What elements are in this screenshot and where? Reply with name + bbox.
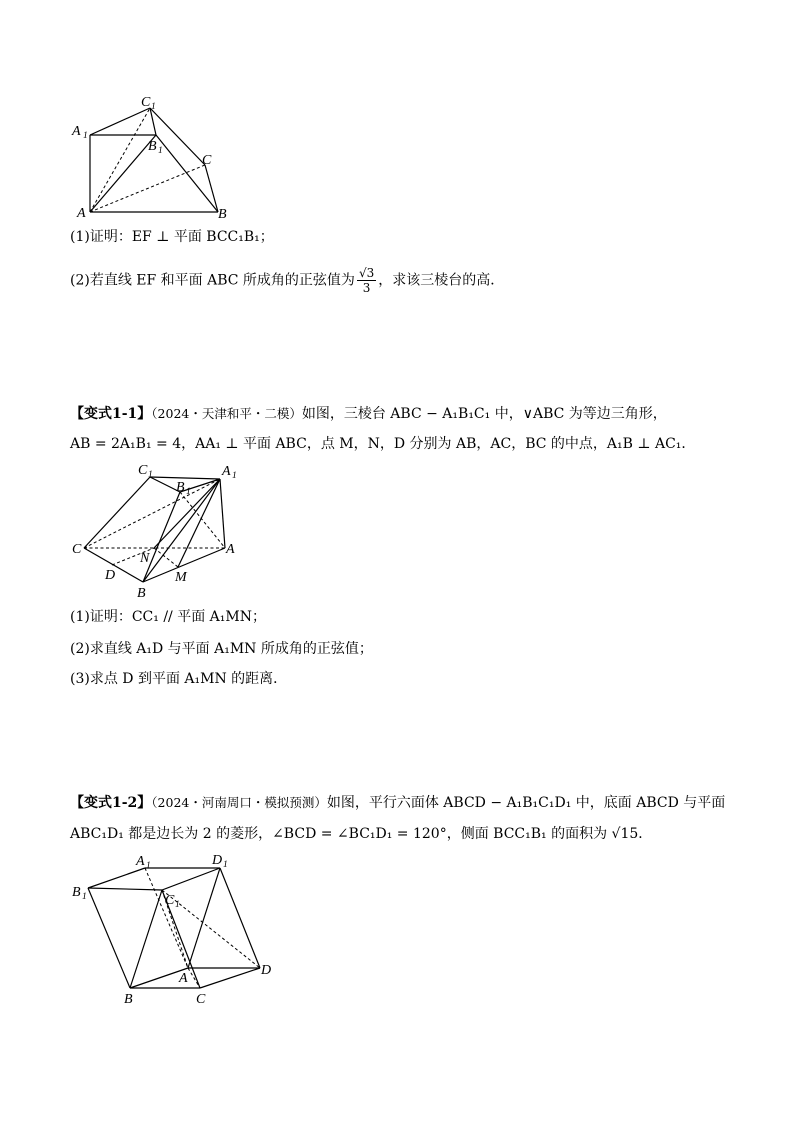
problem1-question-2: (2)求直线 A₁D 与平面 A₁MN 所成角的正弦值； (70, 641, 373, 657)
label-C1: C (138, 463, 148, 478)
label-D: D (261, 963, 272, 978)
label-M: M (175, 570, 187, 585)
label-B: B (137, 586, 146, 601)
label-A: A (77, 206, 86, 221)
label-A1: A (136, 854, 145, 869)
figure-frustum-2 (60, 455, 260, 605)
label-B1: B (176, 480, 185, 495)
problem1-tag: 【变式1-1】 (70, 406, 152, 422)
problem1-question-1: (1)证明：CC₁ // 平面 A₁MN； (70, 609, 266, 625)
label-A1: A (72, 124, 81, 139)
svg-text:1: 1 (186, 487, 191, 497)
svg-text:1: 1 (158, 146, 163, 156)
label-A1: A (222, 464, 231, 479)
problem1-line2: AB = 2A₁B₁ = 4，AA₁ ⊥ 平面 ABC，点 M，N，D 分别为 AB，AC，BC 的中点，A₁B ⊥ AC₁． (70, 436, 696, 452)
problem1-header: 【变式1-1】（2024・天津和平・二模）如图，三棱台 ABC − A₁B₁C₁ 中，∨ABC 为等边三角形， (70, 406, 667, 422)
svg-text:1: 1 (146, 861, 151, 871)
label-A: A (179, 971, 188, 986)
svg-text:1: 1 (148, 470, 153, 480)
label-B1: B (148, 139, 157, 154)
svg-text:1: 1 (175, 900, 180, 910)
label-C: C (72, 542, 82, 557)
problem0-question-1: (1)证明：EF ⊥ 平面 BCC₁B₁； (70, 229, 274, 245)
problem1-source: （2024・天津和平・二模） (151, 406, 302, 421)
problem0-question-2: (2)若直线 EF 和平面 ABC 所成角的正弦值为 $\frac{√3}{3}$ ，求该三棱台的高． (70, 266, 505, 295)
label-C: C (202, 153, 212, 168)
svg-text:1: 1 (151, 102, 156, 112)
svg-text:1: 1 (223, 860, 228, 870)
problem1-question-3: (3)求点 D 到平面 A₁MN 的距离． (70, 671, 288, 687)
svg-text:1: 1 (83, 131, 88, 141)
label-C: C (196, 992, 206, 1007)
figure-parallelepiped (60, 848, 290, 1013)
label-C1: C (165, 893, 175, 908)
label-A: A (226, 542, 235, 557)
svg-text:1: 1 (82, 892, 87, 902)
label-B1: B (72, 885, 81, 900)
label-D: D (105, 568, 116, 583)
label-B: B (218, 207, 227, 222)
problem2-header: 【变式1-2】（2024・河南周口・模拟预测）如图，平行六面体 ABCD − A₁B₁C₁D₁ 中，底面 ABCD 与平面 (70, 795, 726, 811)
problem2-source: （2024・河南周口・模拟预测） (151, 795, 327, 810)
label-D1: D (212, 853, 223, 868)
fraction-sqrt3-over-3: $\frac{√3}{3}$ (358, 266, 375, 295)
label-C1: C (141, 95, 151, 110)
label-B: B (124, 992, 133, 1007)
problem2-tag: 【变式1-2】 (70, 795, 152, 811)
problem2-line2: ABC₁D₁ 都是边长为 2 的菱形，∠BCD = ∠BC₁D₁ = 120°，侧面 BCC₁B₁ 的面积为 √15． (70, 826, 653, 842)
figure-frustum-1 (60, 90, 240, 230)
svg-text:1: 1 (232, 471, 237, 481)
label-N: N (140, 551, 150, 566)
